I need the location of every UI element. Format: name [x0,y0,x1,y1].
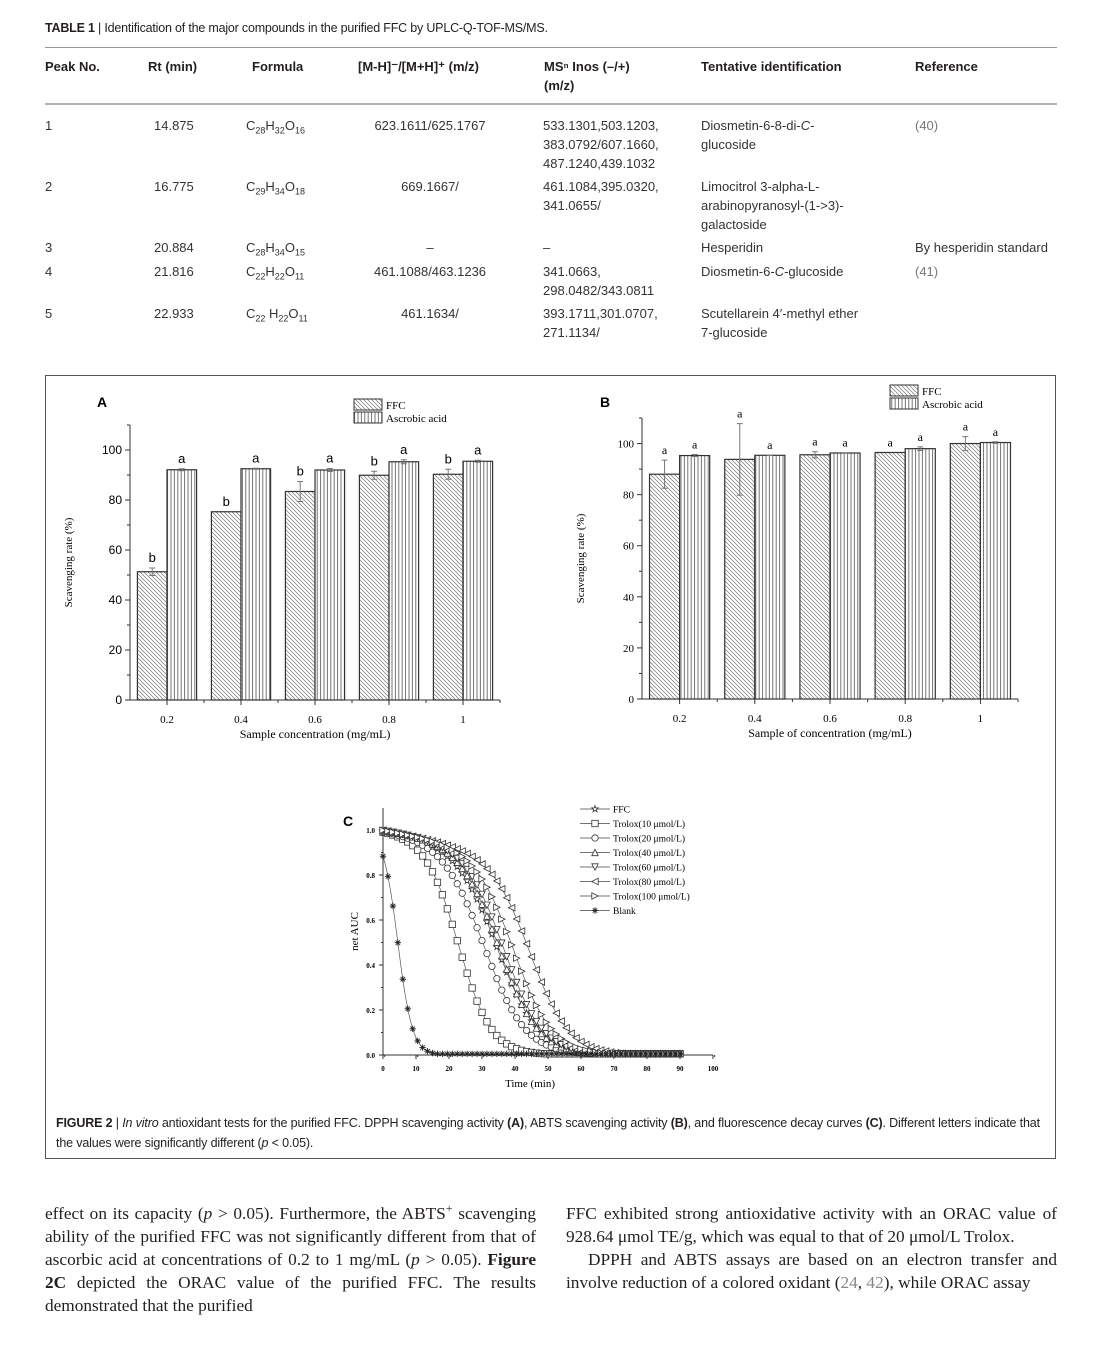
cell-formula: $C_{22}$ $H_{22}O_{11}$ [246,306,308,324]
cell-rt: 22.933 [154,306,194,321]
x-tick-label: 0.4 [234,714,248,726]
marker-asterisk [410,1026,416,1032]
table-title: TABLE 1 | Identification of the major compounds in the purified FFC by UPLC-Q-TOF-MS/MS. [45,21,548,35]
x-tick-label: 0.8 [898,713,913,725]
marker-square [592,820,598,826]
bar-ffc [211,512,241,700]
x-tick-label: 0.4 [747,713,762,725]
cell-formula: $C_{28}H_{32}O_{16}$ [246,118,305,136]
marker-triangle-right [509,942,515,948]
y-tick-label: 40 [108,593,122,607]
cell-rt: 21.816 [154,264,194,279]
x-tick-label: 0.8 [382,714,396,726]
bar-ascorbic-acid [463,461,493,700]
col-header-reference: Reference [915,59,978,74]
legend-label-ffc: FFC [922,386,942,398]
x-tick-label: 1 [460,714,466,726]
marker-triangle-right [538,1011,544,1017]
marker-triangle-left [499,886,505,892]
marker-circle [523,1027,529,1033]
marker-square [439,892,445,898]
y-tick-label: 0.8 [366,872,375,880]
cell-ms: 533.1301,503.1203, 383.0792/607.1660, 487.1240,439.1032 [543,118,659,171]
significance-letter: a [400,441,408,457]
cell-identification: Scutellarein 4′-methyl ether 7-glucoside [701,306,859,340]
marker-asterisk [677,1051,683,1057]
cell-rt: 16.775 [154,179,194,194]
marker-triangle-right [518,968,524,974]
bar-ascorbic-acid [980,443,1010,699]
bar-ffc [285,492,315,701]
y-tick-label: 80 [623,489,634,502]
body-paragraph-1: FFC exhibited strong antioxidative activity with an ORAC value of 928.64 μmol TE/g, which was equal to that of 20 μmol/L Trolox. [566,1204,1057,1246]
x-tick-label: 70 [610,1065,618,1073]
marker-square [469,985,475,991]
cell-identification: Diosmetin-6-8-di-C- glucoside [701,118,815,152]
marker-circle [489,963,495,969]
marker-triangle-left [563,1025,569,1031]
y-tick-label: 0.4 [366,962,375,970]
caption-label: FIGURE 2 [56,1116,113,1130]
marker-square [449,921,455,927]
bar-ffc [650,474,680,699]
legend-label: Trolox(80 μmol/L) [613,878,686,888]
significance-letter: a [812,434,818,449]
x-tick-label: 1 [977,713,984,725]
marker-triangle-right [523,981,529,987]
marker-star [592,806,598,812]
marker-circle [474,925,480,931]
bar-ascorbic-acid [755,455,785,699]
marker-triangle-left [543,990,549,996]
bar-ascorbic-acid [830,453,860,699]
x-tick-label: 0.2 [672,713,687,725]
cell-identification: Diosmetin-6-C-glucoside [701,264,844,279]
cell-identification: Hesperidin [701,240,764,255]
y-tick-label: 20 [108,643,122,657]
bar-ffc [359,475,389,700]
legend-label: Trolox(10 μmol/L) [613,820,686,830]
x-tick-label: 20 [445,1065,453,1073]
x-tick-label: 80 [643,1065,651,1073]
marker-square [489,1026,495,1032]
marker-circle [484,950,490,956]
marker-circle [509,1007,515,1013]
marker-triangle-left [553,1010,559,1016]
panel-label-a: A [97,394,108,410]
citation-42[interactable]: 42 [866,1273,884,1292]
body-paragraph-2: DPPH and ABTS assays are based on an electron transfer and involve reduction of a colored oxidant (24, 42), while ORAC assay [566,1250,1057,1292]
x-tick-label: 60 [577,1065,585,1073]
marker-circle [464,901,470,907]
cell-reference[interactable]: (41) [915,264,939,279]
body-text-left: effect on its capacity (p > 0.05). Furthermore, the ABTS+ scavenging ability of the purified FFC was not significantly different from that of ascorbic acid at concentrations of 0.2 to 1 mg/mL (p > 0.05). Figure 2C depicted the ORAC value of the purified FFC. The results demonstrated that the purified [45,1201,536,1315]
marker-circle [439,859,445,865]
legend-label-ascorbic-acid: Ascrobic acid [386,413,447,425]
cell-mz: 669.1667/ [401,179,459,194]
cell-peak: 5 [45,306,53,321]
marker-triangle-left [494,878,500,884]
cell-peak: 1 [45,118,53,133]
significance-letter: b [222,493,230,509]
y-tick-label: 80 [108,493,122,507]
significance-letter: b [444,451,452,467]
cell-peak: 4 [45,264,53,279]
marker-triangle-left [528,954,534,960]
x-tick-label: 90 [676,1065,684,1073]
bar-ascorbic-acid [241,469,271,700]
x-tick-label: 40 [511,1065,519,1073]
legend-label-ascorbic-acid: Ascrobic acid [922,399,983,411]
marker-circle [449,872,455,878]
marker-triangle-right [489,894,495,900]
x-axis-label: Sample of concentration (mg/mL) [748,726,912,740]
bar-ffc [800,455,830,699]
table-title-text: Identification of the major compounds in the purified FFC by UPLC-Q-TOF-MS/MS. [104,21,548,35]
y-tick-label: 0.2 [366,1007,375,1015]
col-header-ms: MSⁿ Inos (–/+) (m/z) [544,59,630,93]
marker-circle [518,1021,524,1027]
marker-triangle-left [513,916,519,922]
significance-letter: a [326,450,334,466]
marker-asterisk [400,976,406,982]
chart-a [63,394,500,741]
marker-triangle-left [538,979,544,985]
x-tick-label: 100 [707,1065,719,1073]
cell-mz: 461.1634/ [401,306,459,321]
significance-letter: a [767,438,773,453]
chart-b [575,385,1018,740]
marker-circle [454,881,460,887]
marker-triangle-left [548,1001,554,1007]
marker-circle [459,890,465,896]
legend-swatch-ascorbic-acid [354,412,382,423]
y-tick-label: 0.0 [366,1052,375,1060]
y-axis-label: Scavenging rate (%) [575,513,587,604]
significance-letter: a [887,435,893,450]
marker-circle [479,937,485,943]
y-tick-label: 1.0 [366,827,375,835]
marker-triangle-left [523,941,529,947]
cell-mz: – [426,240,434,255]
significance-letter: a [661,443,668,458]
col-header-identification: Tentative identification [701,59,842,74]
cell-reference: By hesperidin standard [915,240,1048,255]
marker-square [429,869,435,875]
cell-ms: – [543,240,551,255]
marker-triangle-right [592,893,598,899]
marker-triangle-left [558,1018,564,1024]
legend-label: FFC [613,805,630,816]
col-header-formula: Formula [252,59,304,74]
cell-peak: 2 [45,179,53,194]
y-tick-label: 60 [108,543,122,557]
marker-asterisk [414,1038,420,1044]
y-tick-label: 0.6 [366,917,375,925]
bar-ffc [875,452,905,699]
legend-label: Trolox(20 μmol/L) [613,834,686,845]
bar-ascorbic-acid [315,470,345,700]
marker-square [444,906,450,912]
marker-square [434,879,440,885]
marker-square [464,970,470,976]
marker-circle [494,975,500,981]
legend-swatch-ffc [354,399,382,410]
significance-letter: a [992,424,999,439]
y-tick-label: 60 [623,540,634,553]
cell-formula: $C_{22}H_{22}O_{11}$ [246,264,305,282]
significance-letter: a [691,437,698,452]
marker-square [474,998,480,1004]
x-tick-label: 0.2 [160,714,174,726]
x-tick-label: 0.6 [823,713,837,725]
x-tick-label: 30 [478,1065,486,1073]
figure-2c-link[interactable]: Figure 2C [45,1250,536,1292]
legend-label: Trolox(60 μmol/L) [613,863,686,874]
citation-24[interactable]: 24 [840,1273,858,1292]
col-header-mz: [M-H]⁻/[M+H]⁺ (m/z) [358,59,479,74]
marker-asterisk [395,939,401,945]
marker-triangle-left [518,928,524,934]
significance-letter: a [252,450,260,466]
cell-ms: 393.1711,301.0707, 271.1134/ [543,306,658,340]
marker-triangle-right [474,869,480,875]
x-axis-label: Sample concentration (mg/mL) [239,727,391,741]
marker-asterisk [380,853,386,859]
marker-circle [499,987,505,993]
marker-triangle-right [533,1002,539,1008]
marker-triangle-left [509,905,515,911]
marker-triangle-right [484,884,490,890]
marker-triangle-left [533,966,539,972]
significance-letter: a [842,435,848,450]
y-tick-label: 20 [623,642,634,655]
marker-circle [513,1015,519,1021]
significance-letter: b [370,453,378,469]
significance-letter: a [962,419,969,434]
y-tick-label: 100 [101,443,122,457]
cell-ms: 461.1084,395.0320, 341.0655/ [543,179,659,213]
bar-ascorbic-acid [389,462,419,700]
x-tick-label: 50 [544,1065,552,1073]
marker-asterisk [405,1006,411,1012]
significance-letter: b [148,550,156,565]
y-axis-label: Scavenging rate (%) [63,517,75,608]
cell-formula: $C_{29}H_{34}O_{18}$ [246,179,305,197]
y-tick-label: 0 [628,694,634,706]
legend-label: Blank [613,907,636,917]
legend-label-ffc: FFC [386,400,406,412]
cell-rt: 14.875 [154,118,194,133]
legend-swatch-ascorbic-acid [890,398,918,409]
cell-formula: $C_{28}H_{34}O_{15}$ [246,240,305,258]
marker-triangle-left [592,878,598,884]
marker-square [484,1019,490,1025]
cell-rt: 20.884 [154,240,194,255]
bar-ffc [433,474,463,700]
marker-triangle-right [513,955,519,961]
marker-circle [469,912,475,918]
y-axis-label: net AUC [349,912,361,951]
marker-triangle-right [494,904,500,910]
cell-ms: 341.0663, 298.0482/343.0811 [543,264,655,298]
marker-triangle-right [479,876,485,882]
marker-square [459,954,465,960]
marker-triangle-right [528,992,534,998]
x-tick-label: 0 [381,1065,385,1073]
legend-label: Trolox(100 μmol/L) [613,892,690,903]
cell-identification: Limocitrol 3-alpha-L- arabinopyranosyl-(1->3)- galactoside [701,179,844,232]
bar-ffc [137,572,167,700]
bar-ascorbic-acid [680,456,710,699]
x-tick-label: 10 [412,1065,420,1073]
x-tick-label: 0.6 [308,714,322,726]
body-text-right [566,1202,1057,1294]
significance-letter: a [737,406,743,421]
bar-ascorbic-acid [167,470,197,700]
marker-square [454,938,460,944]
marker-asterisk [390,903,396,909]
table-label: TABLE 1 [45,21,95,35]
y-tick-label: 40 [623,591,634,604]
marker-circle [444,865,450,871]
figure-caption: FIGURE 2 | In vitro antioxidant tests for the purified FFC. DPPH scavenging activity (A), ABTS scavenging activity (B), and fluorescence decay curves (C). Different letters indicate that the values were significantly different (p < 0.05). [56,1116,1040,1150]
col-header-peak: Peak No. [45,59,100,74]
cell-mz: 623.1611/625.1767 [374,118,486,133]
chart-c [343,806,719,1091]
significance-letter: b [296,463,304,479]
col-header-rt: Rt (min) [148,59,198,74]
marker-circle [434,853,440,859]
marker-square [479,1009,485,1015]
marker-square [424,860,430,866]
marker-square [419,853,425,859]
marker-asterisk [592,907,598,913]
significance-letter: a [474,442,482,458]
marker-circle [592,835,598,841]
marker-circle [504,997,510,1003]
x-axis-label: Time (min) [504,1078,556,1090]
panel-label-b: B [600,394,611,410]
cell-reference[interactable]: (40) [915,118,939,133]
bar-ascorbic-acid [905,449,935,699]
significance-letter: a [917,429,923,444]
cell-mz: 461.1088/463.1236 [373,264,487,279]
legend-label: Trolox(40 μmol/L) [613,849,686,859]
marker-triangle-right [504,929,510,935]
marker-triangle-left [504,894,510,900]
legend-swatch-ffc [890,385,918,396]
bar-ffc [950,444,980,699]
cell-peak: 3 [45,240,53,255]
y-tick-label: 0 [115,693,122,707]
significance-letter: a [178,450,186,466]
marker-triangle-right [543,1019,549,1025]
marker-triangle-right [499,916,505,922]
marker-asterisk [385,873,391,879]
panel-label-c: C [343,813,354,829]
y-tick-label: 100 [617,438,634,451]
